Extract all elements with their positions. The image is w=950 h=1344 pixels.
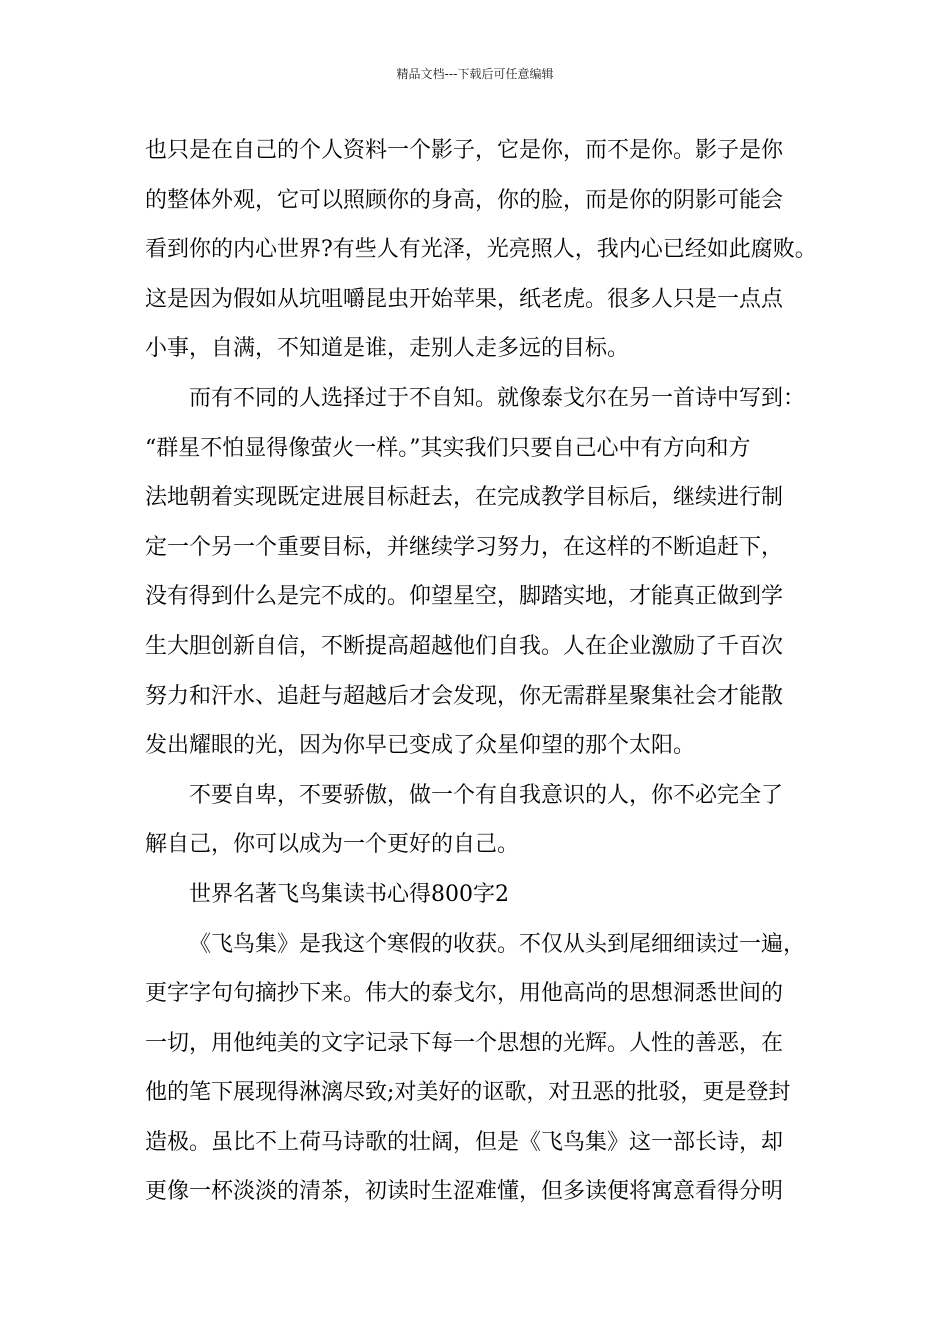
text-line: 的整体外观，它可以照顾你的身高，你的脸，而是你的阴影可能会 bbox=[145, 187, 784, 213]
text-line: 更像一杯淡淡的清茶，初读时生涩难懂，但多读便将寓意看得分明 bbox=[145, 1179, 784, 1205]
text-line: 这是因为假如从坑咀嚼昆虫开始苹果，纸老虎。很多人只是一点点 bbox=[145, 286, 784, 312]
text-line: 小事，自满，不知道是谁，走别人走多远的目标。 bbox=[145, 336, 630, 362]
text-line: 也只是在自己的个人资料一个影子，它是你，而不是你。影子是你 bbox=[145, 138, 784, 163]
text-line: 生大胆创新自信，不断提高超越他们自我。人在企业激励了千百次 bbox=[145, 633, 784, 659]
text-line: 不要自卑，不要骄傲，做一个有自我意识的人，你不必完全了 bbox=[189, 782, 784, 808]
text-line: 一切，用他纯美的文字记录下每一个思想的光辉。人性的善恶，在 bbox=[145, 1030, 784, 1056]
text-line: 努力和汗水、追赶与超越后才会发现，你无需群星聚集社会才能散 bbox=[145, 683, 784, 709]
text-line: 更字字句句摘抄下来。伟大的泰戈尔，用他高尚的思想洞悉世间的 bbox=[145, 981, 784, 1007]
text-line: 解自己，你可以成为一个更好的自己。 bbox=[145, 832, 520, 858]
document-body bbox=[145, 126, 833, 1217]
page-header: 精品文档---下载后可任意编辑 bbox=[396, 67, 554, 81]
text-line: 法地朝着实现既定进展目标赶去，在完成教学目标后，继续进行制 bbox=[145, 485, 784, 511]
text-line: 造极。虽比不上荷马诗歌的壮阔，但是《飞鸟集》这一部长诗，却 bbox=[145, 1129, 784, 1155]
text-line: 而有不同的人选择过于不自知。就像泰戈尔在另一首诗中写到： bbox=[189, 385, 806, 411]
text-line: 他的笔下展现得淋漓尽致;对美好的讴歌，对丑恶的批驳，更是登封 bbox=[145, 1080, 791, 1106]
text-line: 没有得到什么是完不成的。仰望星空，脚踏实地，才能真正做到学 bbox=[145, 584, 784, 610]
text-line: 看到你的内心世界?有些人有光泽，光亮照人，我内心已经如此腐败。 bbox=[145, 237, 817, 263]
text-line: 世界名著飞鸟集读书心得800字2 bbox=[189, 881, 509, 907]
text-line: “群星不怕显得像萤火一样。”其实我们只要自己心中有方向和方 bbox=[145, 435, 751, 461]
text-line: 定一个另一个重要目标，并继续学习努力，在这样的不断追赶下， bbox=[145, 534, 784, 560]
text-line: 《飞鸟集》是我这个寒假的收获。不仅从头到尾细细读过一遍， bbox=[189, 931, 806, 957]
text-line: 发出耀眼的光，因为你早已变成了众星仰望的那个太阳。 bbox=[145, 733, 696, 759]
